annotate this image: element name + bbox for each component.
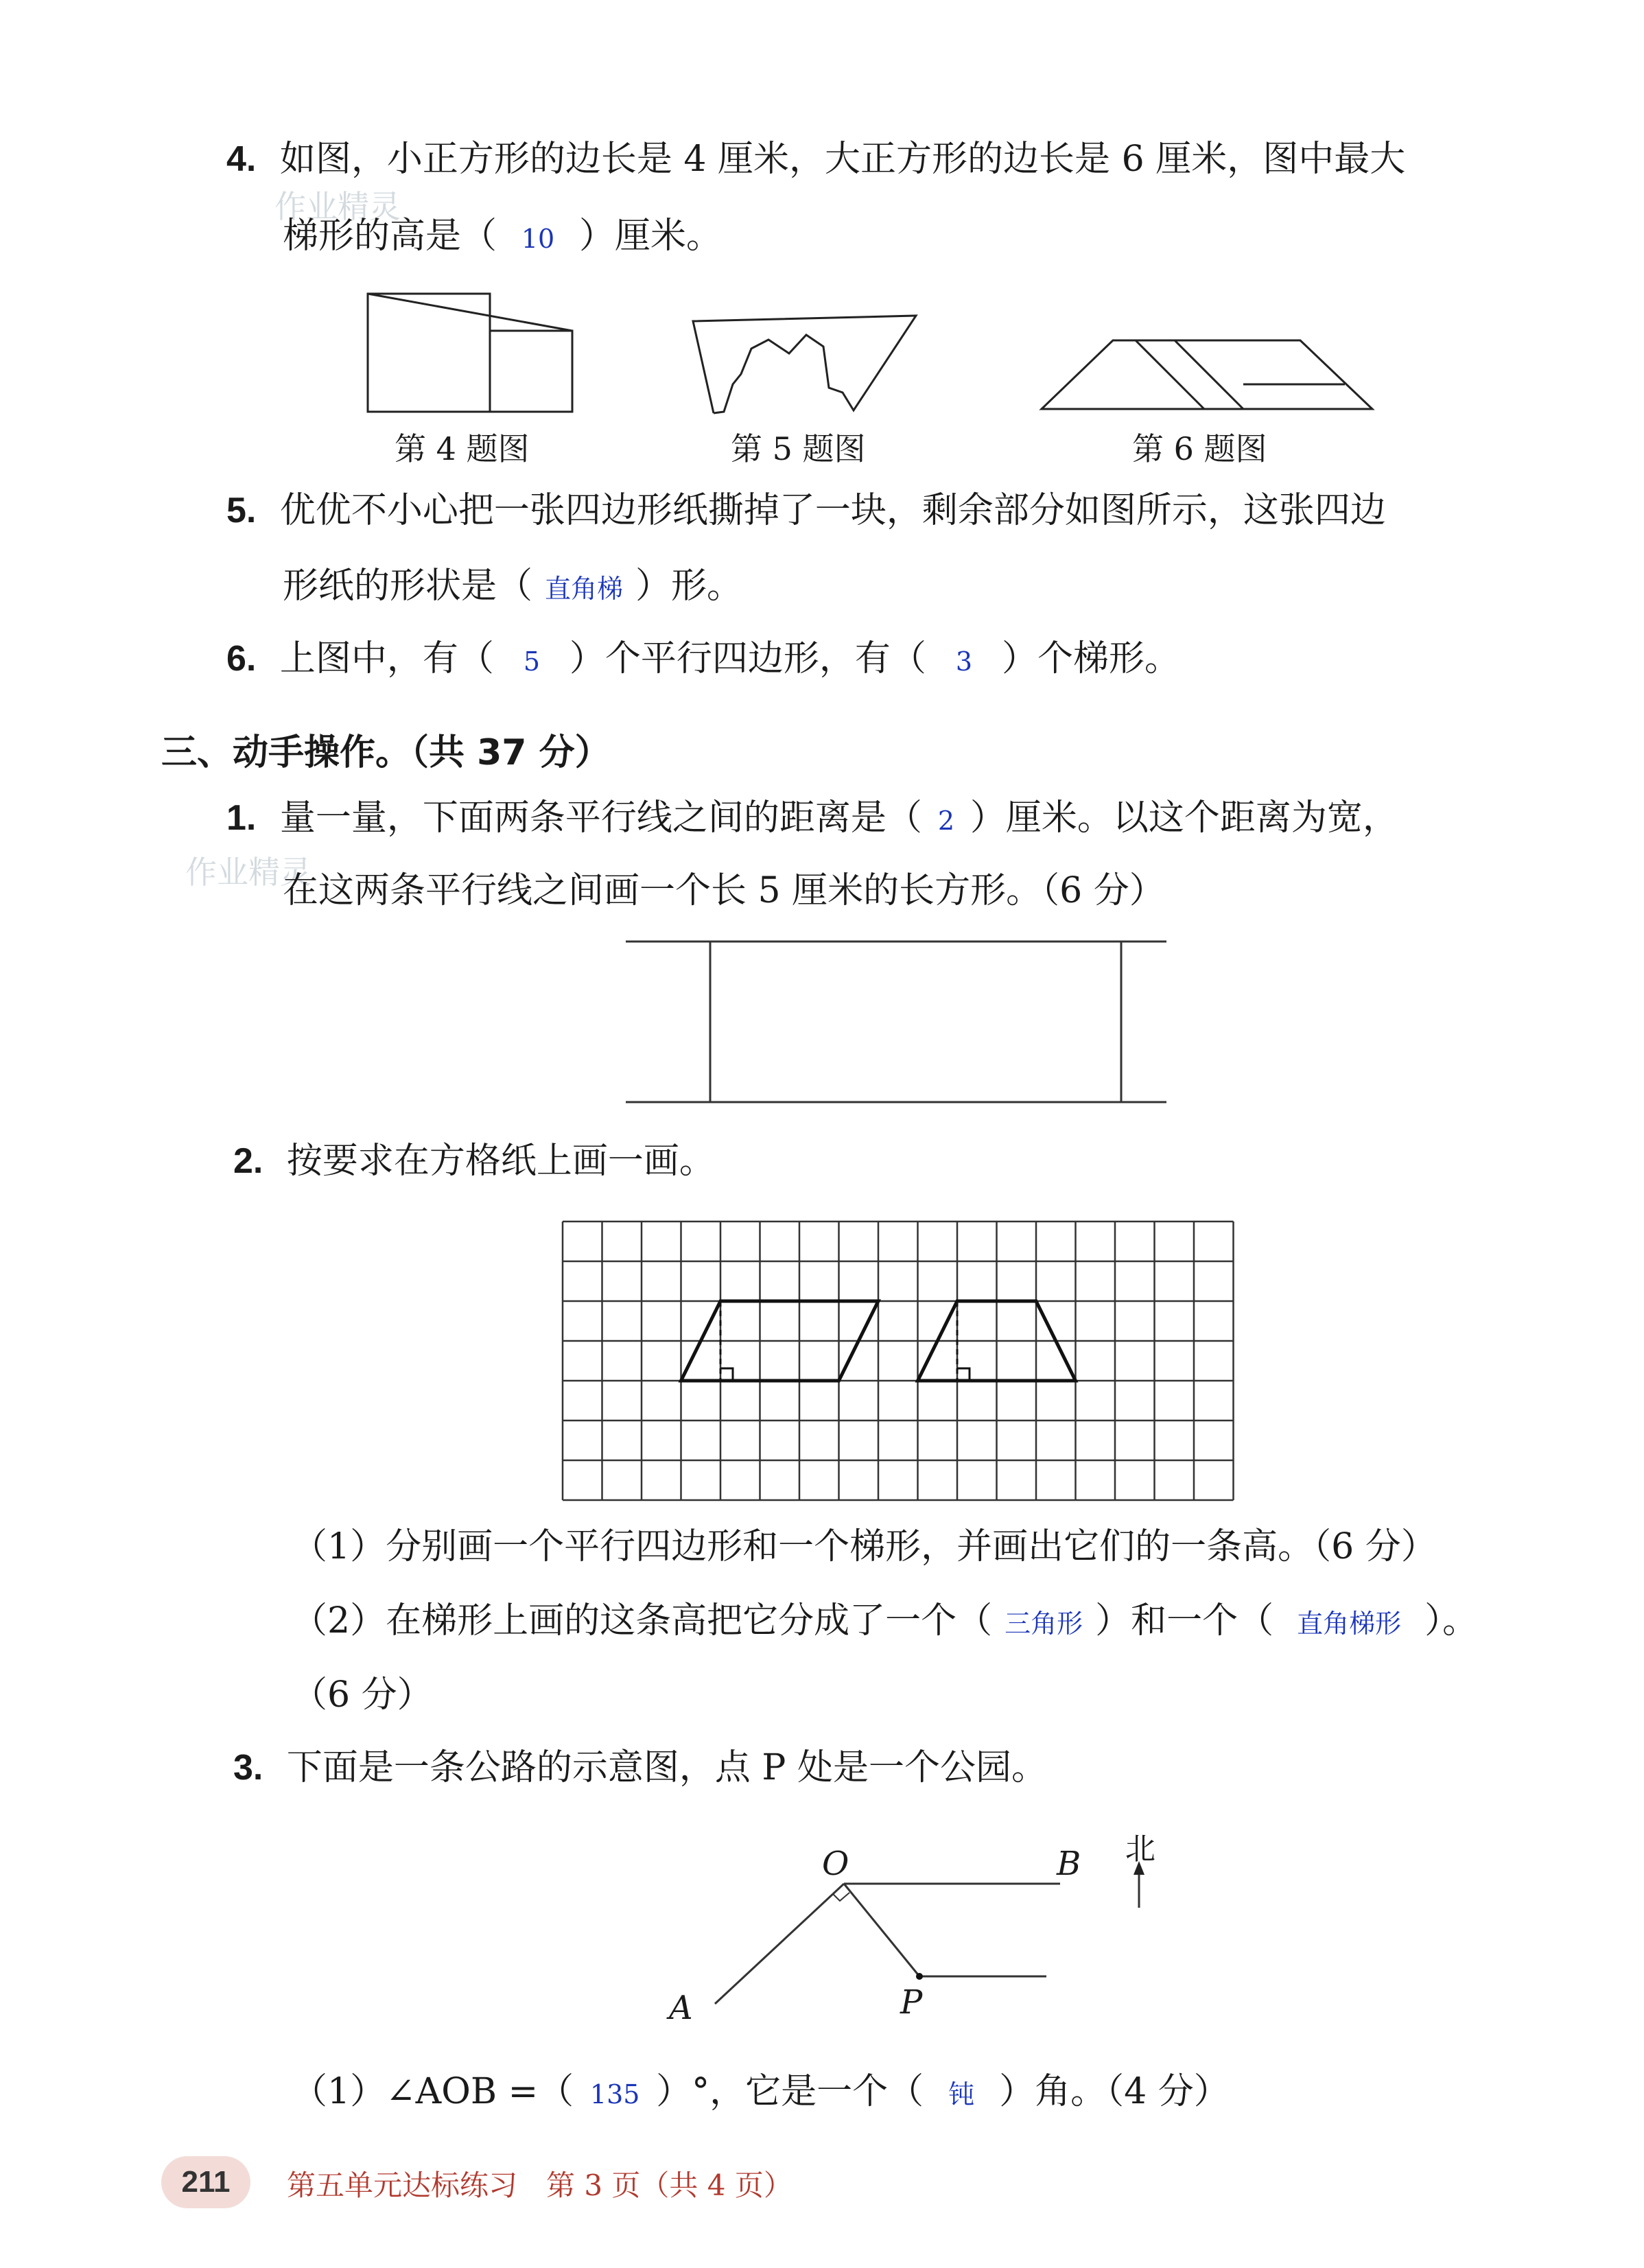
question-number: 4.: [226, 139, 257, 179]
question-text: ）和一个（: [1095, 1600, 1274, 1641]
answer-blank[interactable]: 135: [589, 2079, 640, 2109]
figure-4-caption: 第 4 题图: [395, 430, 530, 467]
question-text: 优优不小心把一张四边形纸撕掉了一块，剩余部分如图所示，这张四边: [279, 490, 1386, 531]
question-text: ）。: [1424, 1600, 1479, 1641]
question-text: ）形。: [635, 565, 743, 607]
question-text: （2）在梯形上画的这条高把它分成了一个（: [292, 1600, 993, 1641]
answer-blank[interactable]: 钝: [948, 2079, 975, 2109]
question-text: ）厘米。: [579, 215, 723, 257]
question-number: 6.: [226, 639, 257, 679]
question-number: 1.: [226, 798, 257, 838]
question-text: 如图，小正方形的边长是 4 厘米，大正方形的边长是 6 厘米，图中最大: [279, 139, 1406, 180]
point-label-p: P: [900, 1983, 923, 2022]
problem-2-sub1: （1）分别画一个平行四边形和一个梯形，并画出它们的一条高。（6 分）: [292, 1526, 1437, 1567]
question-text: 上图中，有（: [279, 638, 494, 679]
answer-blank[interactable]: 10: [521, 224, 555, 254]
question-text: ）厘米。以这个距离为宽，: [970, 797, 1398, 839]
question-number: 2.: [233, 1141, 263, 1181]
question-text: 形纸的形状是（: [283, 565, 533, 607]
problem-3-sub1: [292, 2070, 1230, 2116]
answer-blank[interactable]: 3: [955, 646, 973, 677]
question-text: ）个平行四边形，有（: [569, 638, 926, 679]
footer-text: 第五单元达标练习 第 3 页（共 4 页）: [287, 2168, 792, 2202]
figure-6-caption: 第 6 题图: [1132, 430, 1267, 467]
page-number-badge: 211: [161, 2156, 250, 2208]
point-label-o: O: [822, 1845, 849, 1883]
question-text: （1）∠AOB =（: [292, 2071, 574, 2112]
problem-2-sub2-points: （6 分）: [292, 1674, 433, 1716]
question-text: ）角。（4 分）: [999, 2071, 1230, 2112]
question-text: 下面是一条公路的示意图，点 P 处是一个公园。: [286, 1747, 1047, 1788]
watermark: 作业精灵: [185, 854, 312, 891]
problem-1-line2: 在这两条平行线之间画一个长 5 厘米的长方形。（6 分）: [283, 870, 1165, 911]
question-text: 梯形的高是（: [283, 215, 497, 257]
point-label-a: A: [669, 1989, 693, 2027]
question-number: 3.: [233, 1748, 263, 1788]
question-text: 按要求在方格纸上画一画。: [286, 1141, 715, 1182]
question-text: ）个梯形。: [1001, 638, 1180, 679]
north-label: 北: [1125, 1832, 1155, 1867]
answer-blank[interactable]: 2: [937, 806, 955, 836]
watermark: 作业精灵: [274, 188, 401, 225]
question-text: ）°，它是一个（: [656, 2071, 924, 2112]
figure-5-caption: 第 5 题图: [731, 430, 866, 467]
question-number: 5.: [226, 491, 257, 530]
answer-blank[interactable]: 三角形: [1005, 1609, 1083, 1639]
section-title: 三、动手操作。（共 37 分）: [161, 732, 611, 773]
question-text: 量一量，下面两条平行线之间的距离是（: [279, 797, 922, 839]
answer-blank[interactable]: 直角梯形: [1297, 1609, 1402, 1639]
answer-blank[interactable]: 5: [523, 646, 541, 677]
answer-blank[interactable]: 直角梯: [545, 574, 624, 604]
point-label-b: B: [1057, 1845, 1081, 1883]
